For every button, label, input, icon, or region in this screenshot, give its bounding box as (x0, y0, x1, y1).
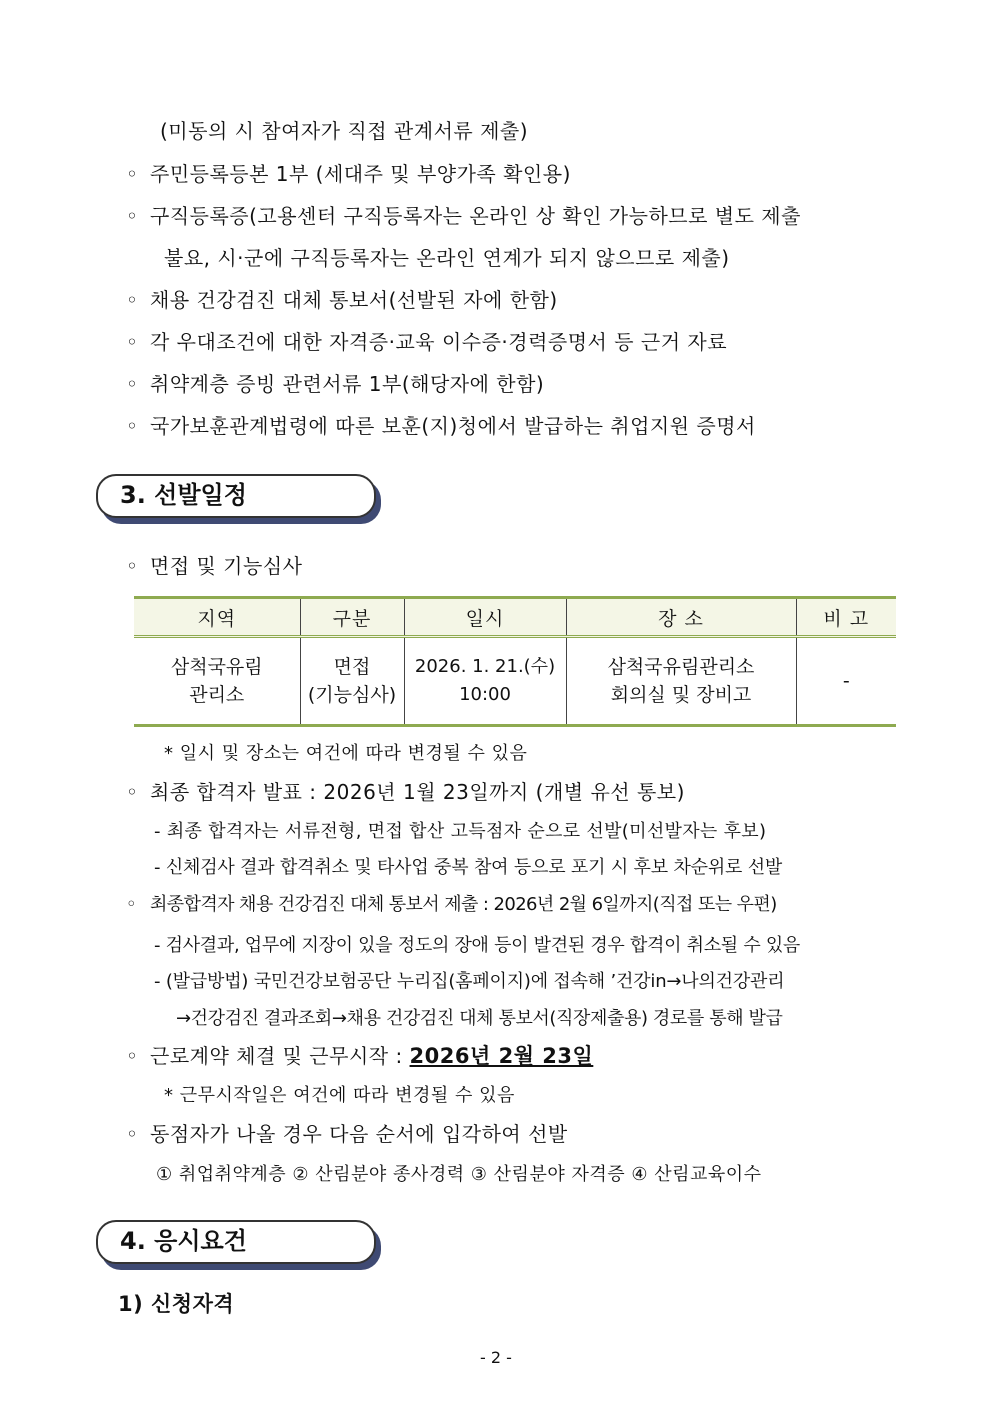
cell-date: 2026. 1. 21.(수) 10:00 (404, 637, 566, 726)
health-sub-2: - (발급방법) 국민건강보험공단 누리집(홈페이지)에 접속해 ’건강in→나의건강관리 (154, 971, 785, 992)
header-date: 일시 (404, 598, 566, 637)
contract-line: ◦ 근로계약 체결 및 근무시작 : 2026년 2월 23일 (126, 1044, 594, 1068)
top-line-3: 불요, 시·군에 구직등록자는 온라인 연계가 되지 않으므로 제출) (164, 246, 730, 270)
top-line-4: ◦ 채용 건강검진 대체 통보서(선발된 자에 한함) (126, 288, 558, 312)
section-4-heading (96, 1220, 376, 1264)
top-line-2: ◦ 구직등록증(고용센터 구직등록자는 온라인 상 확인 가능하므로 별도 제출 (126, 204, 801, 228)
header-place: 장 소 (566, 598, 796, 637)
section-3-title: 3. 선발일정 (120, 481, 247, 509)
interview-label: ◦ 면접 및 기능심사 (126, 554, 303, 578)
page-number: - 2 - (480, 1348, 512, 1367)
top-line-0: (미동의 시 참여자가 직접 관계서류 제출) (160, 119, 529, 143)
top-line-1: ◦ 주민등록등본 1부 (세대주 및 부양가족 확인용) (126, 162, 571, 186)
health-submit: ◦ 최종합격자 채용 건강검진 대체 통보서 제출 : 2026년 2월 6일까지(직접 또는 우편) (126, 894, 777, 915)
header-type: 구분 (300, 598, 404, 637)
final-sub-1: - 최종 합격자는 서류전형, 면접 합산 고득점자 순으로 선발(미선발자는 후보) (154, 821, 767, 842)
final-announce: ◦ 최종 합격자 발표 : 2026년 1월 23일까지 (개별 유선 통보) (126, 780, 685, 804)
cell-region: 삼척국유림 관리소 (134, 637, 300, 726)
health-sub-3: →건강검진 결과조회→채용 건강검진 대체 통보서(직장제출용) 경로를 통해 발급 (176, 1008, 783, 1029)
note-schedule: * 일시 및 장소는 여건에 따라 변경될 수 있음 (164, 743, 528, 764)
sub-title-eligibility: 1) 신청자격 (118, 1292, 235, 1316)
section-3-heading (96, 474, 376, 518)
top-line-6: ◦ 취약계층 증빙 관련서류 1부(해당자에 한함) (126, 372, 545, 396)
cell-note: - (796, 637, 896, 726)
top-line-7: ◦ 국가보훈관계법령에 따른 보훈(지)청에서 발급하는 취업지원 증명서 (126, 414, 756, 438)
top-line-5: ◦ 각 우대조건에 대한 자격증·교육 이수증·경력증명서 등 근거 자료 (126, 330, 728, 354)
note-start: * 근무시작일은 여건에 따라 변경될 수 있음 (164, 1085, 515, 1106)
section-4-title: 4. 응시요건 (120, 1227, 247, 1255)
final-sub-2: - 신체검사 결과 합격취소 및 타사업 중복 참여 등으로 포기 시 후보 차순위로 선발 (154, 857, 783, 878)
schedule-table (134, 596, 896, 727)
contract-date: 2026년 2월 23일 (409, 1044, 594, 1068)
tie-order: ① 취업취약계층 ② 산림분야 종사경력 ③ 산림분야 자격증 ④ 산림교육이수 (156, 1164, 762, 1185)
table-row (134, 637, 896, 726)
header-note: 비 고 (796, 598, 896, 637)
cell-type: 면접 (기능심사) (300, 637, 404, 726)
health-sub-1: - 검사결과, 업무에 지장이 있을 정도의 장애 등이 발견된 경우 합격이 취소될 수 있음 (154, 935, 800, 956)
header-region: 지역 (134, 598, 300, 637)
cell-place: 삼척국유림관리소 회의실 및 장비고 (566, 637, 796, 726)
tie-label: ◦ 동점자가 나올 경우 다음 순서에 입각하여 선발 (126, 1122, 568, 1146)
